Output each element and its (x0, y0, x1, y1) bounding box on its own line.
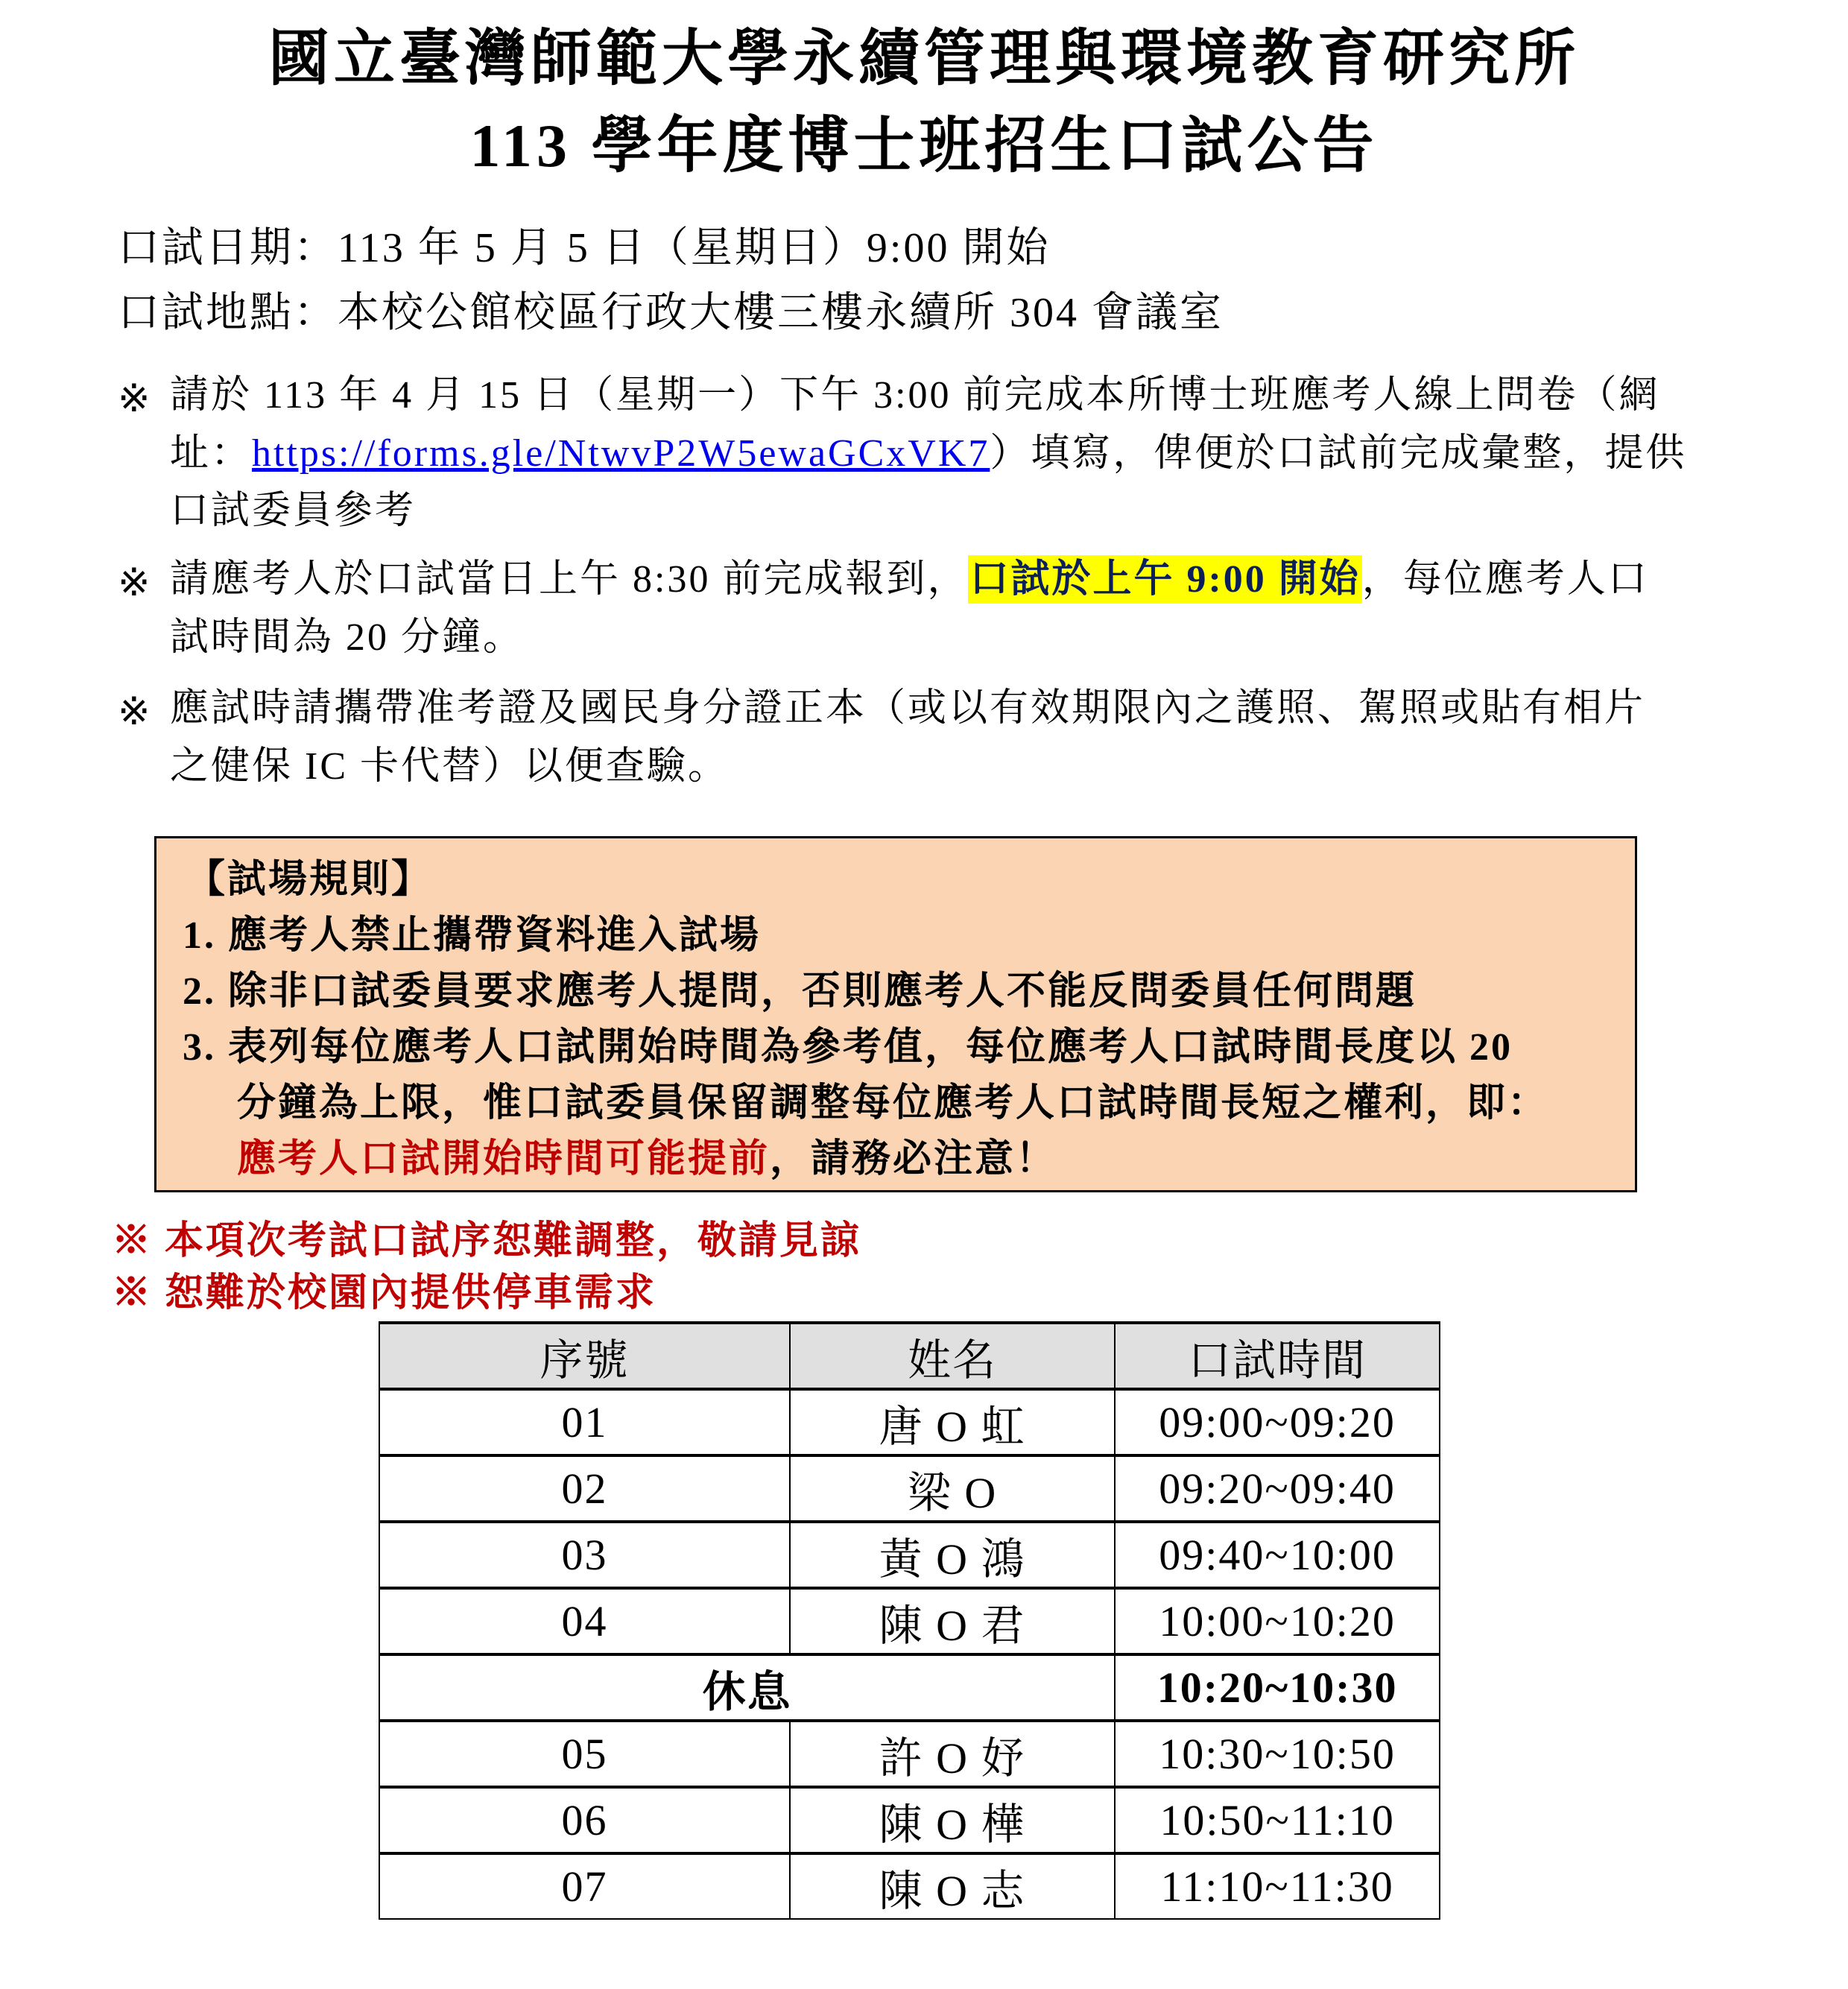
table-header-row (379, 1323, 1440, 1389)
title-line-2: 113 學年度博士班招生口試公告 (469, 112, 1379, 180)
col-header-name: 姓名 (790, 1323, 1115, 1389)
cell-time: 10:00~10:20 (1115, 1588, 1440, 1654)
cell-time: 11:10~11:30 (1115, 1853, 1440, 1919)
cell-number: 07 (379, 1853, 790, 1919)
note-text: ）填寫，俾便於口試前完成彙整，提供 (990, 432, 1687, 475)
table-row (379, 1389, 1440, 1455)
rule-3: 3. 表列每位應考人口試開始時間為參考值，每位應考人口試時間長度以 20 (183, 1026, 1513, 1069)
early-start-warning: 應考人口試開始時間可能提前 (237, 1138, 770, 1180)
cell-time: 09:20~09:40 (1115, 1455, 1440, 1522)
note-line: 之健保 IC 卡代替）以便查驗。 (170, 745, 730, 788)
cell-number: 06 (379, 1787, 790, 1853)
note-line: 試時間為 20 分鐘。 (170, 616, 525, 659)
note-line: 請於 113 年 4 月 15 日（星期一）下午 3:00 前完成本所博士班應考人線上問卷（網 (170, 374, 1660, 417)
cell-name: 陳 O 志 (790, 1853, 1115, 1919)
rule-text: ，請務必注意！ (770, 1138, 1057, 1180)
cell-name: 黃 O 鴻 (790, 1522, 1115, 1588)
red-note-parking: ※ 恕難於校園內提供停車需求 (112, 1272, 657, 1315)
reference-mark-icon: ※ (118, 562, 153, 604)
note-text: 址： (170, 432, 253, 475)
red-note-order: ※ 本項次考試口試序恕難調整，敬請見諒 (112, 1220, 862, 1262)
note-line (170, 434, 1686, 473)
cell-time: 10:30~10:50 (1115, 1721, 1440, 1787)
cell-time: 09:00~09:20 (1115, 1389, 1440, 1455)
cell-name: 唐 O 虹 (790, 1389, 1115, 1455)
table-row (379, 1853, 1440, 1919)
cell-number: 03 (379, 1522, 790, 1588)
questionnaire-link[interactable]: https://forms.gle/NtwvP2W5ewaGCxVK7 (252, 432, 990, 475)
exam-rules-box (154, 836, 1637, 1192)
cell-name: 梁 O (790, 1455, 1115, 1522)
title-line-1: 國立臺灣師範大學永續管理與環境教育研究所 (268, 25, 1580, 92)
rule-3-cont: 分鐘為上限，惟口試委員保留調整每位應考人口試時間長短之權利，即： (237, 1082, 1549, 1125)
cell-time: 10:50~11:10 (1115, 1787, 1440, 1853)
cell-break-time: 10:20~10:30 (1115, 1654, 1440, 1721)
table-row (379, 1522, 1440, 1588)
cell-name: 陳 O 樺 (790, 1787, 1115, 1853)
cell-name: 陳 O 君 (790, 1588, 1115, 1654)
col-header-number: 序號 (379, 1323, 790, 1389)
table-row (379, 1455, 1440, 1522)
rule-2: 2. 除非口試委員要求應考人提問，否則應考人不能反問委員任何問題 (183, 970, 1417, 1013)
cell-number: 02 (379, 1455, 790, 1522)
cell-number: 04 (379, 1588, 790, 1654)
schedule-table (379, 1321, 1440, 1920)
exam-date: 口試日期：113 年 5 月 5 日（星期日）9:00 開始 (118, 225, 1051, 271)
note-text: 請應考人於口試當日上午 8:30 前完成報到， (170, 558, 969, 601)
cell-number: 05 (379, 1721, 790, 1787)
note-line: 應試時請攜帶准考證及國民身分證正本（或以有效期限內之護照、駕照或貼有相片 (170, 687, 1646, 730)
rule-3-warning (237, 1140, 1057, 1179)
reference-mark-icon: ※ (118, 378, 153, 420)
note-line: 口試委員參考 (170, 490, 417, 532)
table-row (379, 1721, 1440, 1787)
exam-location: 口試地點：本校公館校區行政大樓三樓永續所 304 會議室 (118, 290, 1224, 336)
col-header-time: 口試時間 (1115, 1323, 1440, 1389)
table-row (379, 1787, 1440, 1853)
cell-number: 01 (379, 1389, 790, 1455)
reference-mark-icon: ※ (118, 691, 153, 733)
start-time-highlight: 口試於上午 9:00 開始 (968, 555, 1361, 604)
table-row (379, 1588, 1440, 1654)
rule-1: 1. 應考人禁止攜帶資料進入試場 (183, 914, 762, 957)
rules-heading: 【試場規則】 (186, 858, 433, 901)
table-row-break (379, 1654, 1440, 1721)
note-line (170, 560, 1649, 599)
note-text: ，每位應考人口 (1361, 558, 1649, 601)
cell-break-label: 休息 (379, 1654, 1115, 1721)
cell-time: 09:40~10:00 (1115, 1522, 1440, 1588)
cell-name: 許 O 妤 (790, 1721, 1115, 1787)
